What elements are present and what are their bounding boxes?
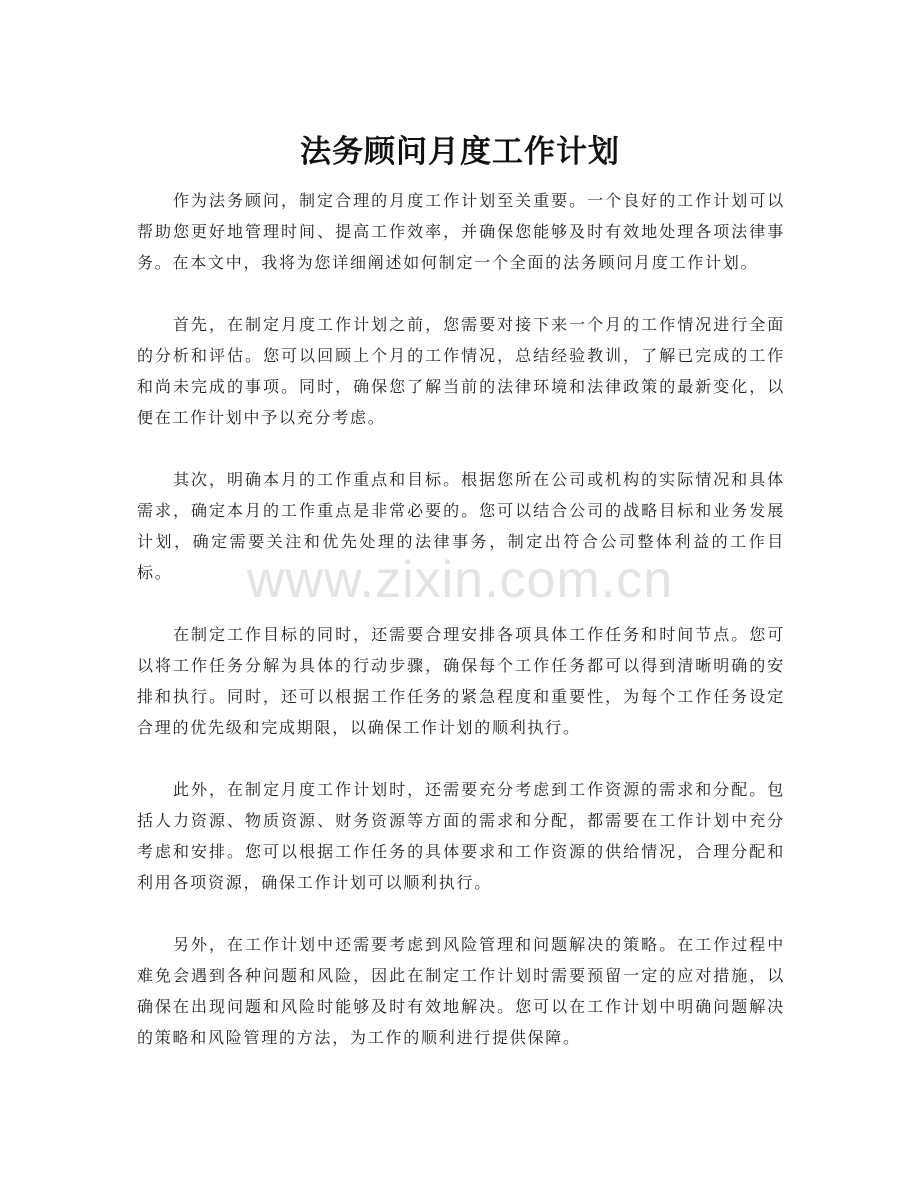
body-paragraph: 首先，在制定月度工作计划之前，您需要对接下来一个月的工作情况进行全面的分析和评估。您可以回顾上个月的工作情况，总结经验教训，了解已完成的工作和尚未完成的事项。同时，确保您了解当前的法律环境和法律政策的最新变化，以便在工作计划中予以充分考虑。 — [137, 315, 785, 427]
watermark-text: www.zixin.com.cn — [246, 551, 674, 609]
body-paragraph: 另外，在工作计划中还需要考虑到风险管理和问题解决的策略。在工作过程中难免会遇到各种问题和风险，因此在制定工作计划时需要预留一定的应对措施，以确保在出现问题和风险时能够及时有效地解决。您可以在工作计划中明确问题解决的策略和风险管理的方法，为工作的顺利进行提供保障。 — [137, 935, 785, 1047]
document-body — [137, 185, 785, 1084]
body-paragraph: 在制定工作目标的同时，还需要合理安排各项具体工作任务和时间节点。您可以将工作任务分解为具体的行动步骤，确保每个工作任务都可以得到清晰明确的安排和执行。同时，还可以根据工作任务的紧急程度和重要性，为每个工作任务设定合理的优先级和完成期限，以确保工作计划的顺利执行。 — [137, 625, 785, 737]
body-paragraph: 此外，在制定月度工作计划时，还需要充分考虑到工作资源的需求和分配。包括人力资源、物质资源、财务资源等方面的需求和分配，都需要在工作计划中充分考虑和安排。您可以根据工作任务的具体要求和工作资源的供给情况，合理分配和利用各项资源，确保工作计划可以顺利执行。 — [137, 780, 785, 892]
body-paragraph: 其次，明确本月的工作重点和目标。根据您所在公司或机构的实际情况和具体需求，确定本月的工作重点是非常必要的。您可以结合公司的战略目标和业务发展计划，确定需要关注和优先处理的法律事务，制定出符合公司整体利益的工作目标。 — [137, 470, 785, 582]
document-title: 法务顾问月度工作计划 — [300, 133, 620, 170]
body-paragraph: 作为法务顾问，制定合理的月度工作计划至关重要。一个良好的工作计划可以帮助您更好地管理时间、提高工作效率，并确保您能够及时有效地处理各项法律事务。在本文中，我将为您详细阐述如何制定一个全面的法务顾问月度工作计划。 — [137, 191, 785, 272]
